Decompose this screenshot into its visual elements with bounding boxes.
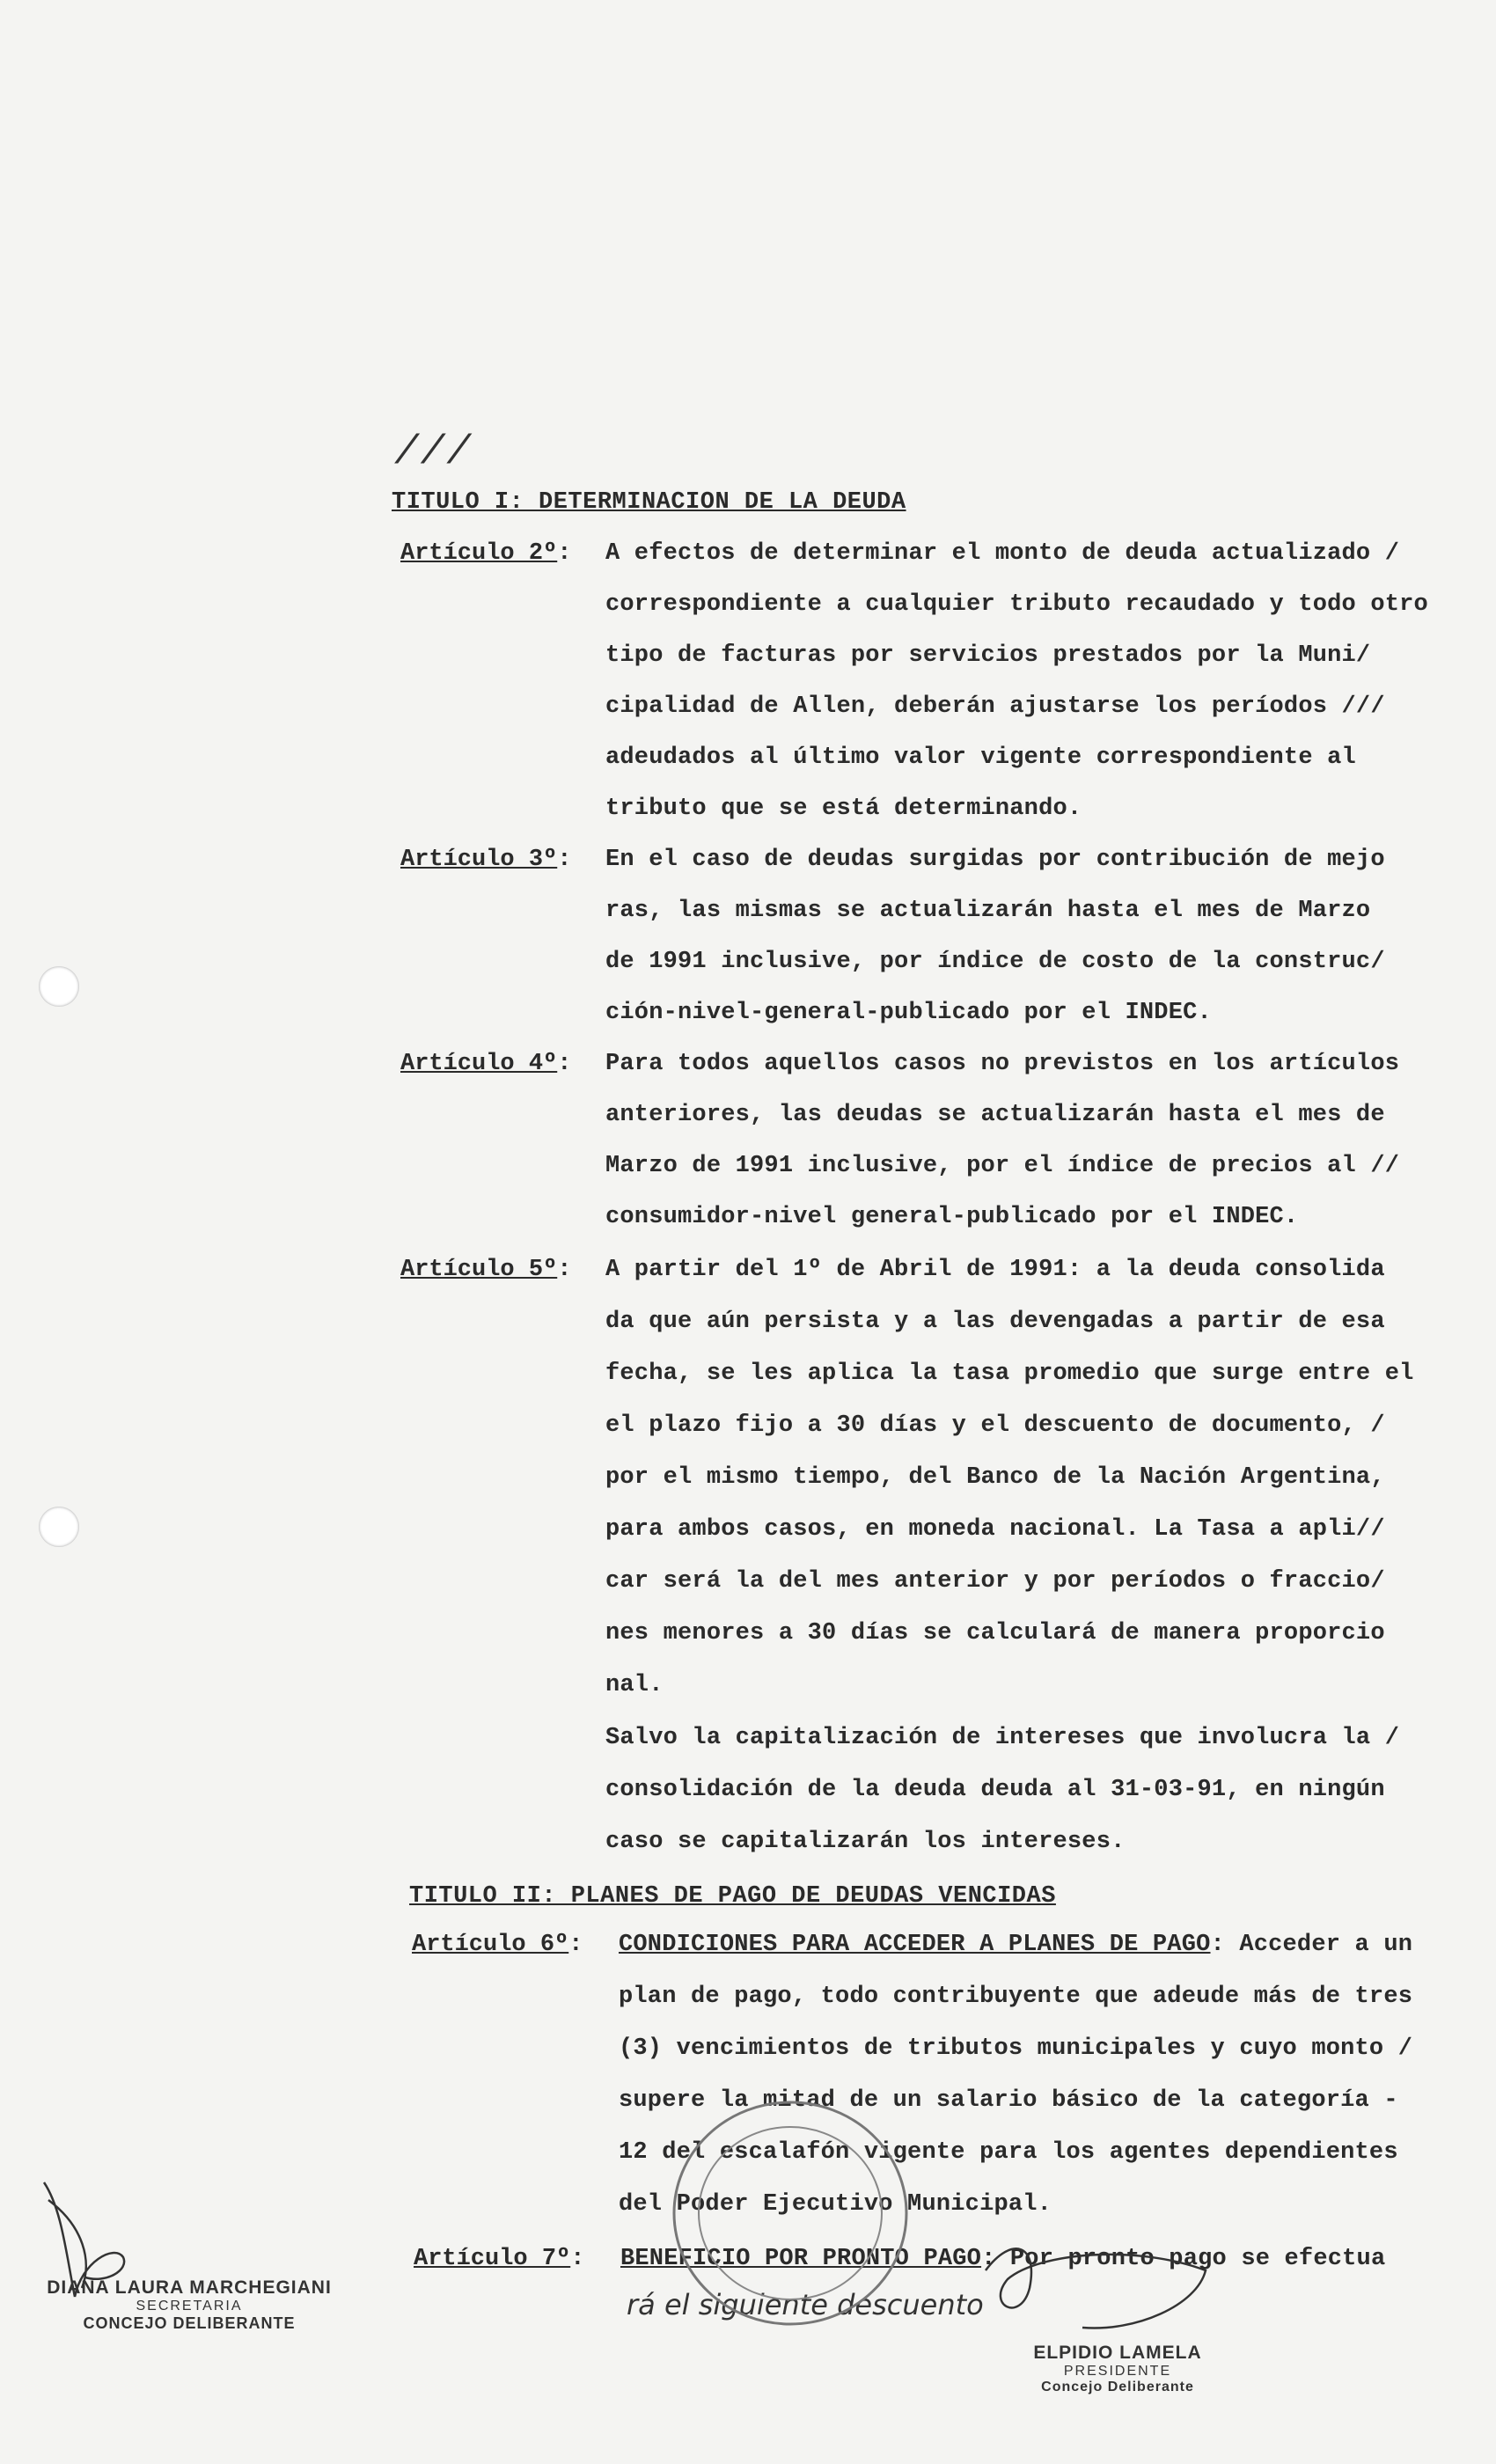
article-2-line: correspondiente a cualquier tributo recaudado y todo otro [605,591,1428,618]
article-3-line: ción-nivel-general-publicado por el INDEC. [605,1000,1212,1026]
article-4-line: Marzo de 1991 inclusive, por el índice de precios al // [605,1153,1400,1179]
article-4-label: Artículo 4º: [400,1051,572,1077]
article-2-line: cipalidad de Allen, deberán ajustarse los períodos /// [605,693,1385,720]
article-2-label: Artículo 2º: [400,540,572,567]
titulo-2-heading: TITULO II: PLANES DE PAGO DE DEUDAS VENCIDAS [409,1883,1056,1910]
article-6-line: supere la mitad de un salario básico de la categoría - [619,2087,1398,2114]
article-5-line: A partir del 1º de Abril de 1991: a la deuda consolida [605,1257,1385,1283]
article-5-line: para ambos casos, en moneda nacional. La Tasa a apli// [605,1516,1385,1543]
article-5-line: caso se capitalizarán los intereses. [605,1829,1126,1855]
signature-block-left: DIANA LAURA MARCHEGIANI SECRETARIA CONCEJO DELIBERANTE [47,2277,332,2332]
article-5-line: da que aún persista y a las devengadas a partir de esa [605,1309,1385,1335]
article-6-line: plan de pago, todo contribuyente que adeude más de tres [619,1984,1413,2010]
article-3-line: de 1991 inclusive, por índice de costo de la construc/ [605,949,1385,975]
page-continuation-marker: /// [394,429,473,475]
article-5-line: nes menores a 30 días se calculará de manera proporcio [605,1620,1385,1646]
signature-block-right: ELPIDIO LAMELA PRESIDENTE Concejo Deliberante [1033,2343,1202,2394]
article-4-line: Para todos aquellos casos no previstos en los artículos [605,1051,1400,1077]
article-5-line: Salvo la capitalización de intereses que involucra la / [605,1725,1400,1751]
article-7-heading: BENEFICIO POR PRONTO PAGO [620,2246,982,2272]
article-2-line: tipo de facturas por servicios prestados por la Muni/ [605,642,1371,669]
article-4-line: consumidor-nivel general-publicado por el INDEC. [605,1204,1299,1230]
article-3-line: ras, las mismas se actualizarán hasta el mes de Marzo [605,898,1371,924]
article-6-line: (3) vencimientos de tributos municipales y cuyo monto / [619,2035,1413,2062]
titulo-1-heading: TITULO I: DETERMINACION DE LA DEUDA [392,489,906,516]
article-7-line: BENEFICIO POR PRONTO PAGO: Por pronto pago se efectua [620,2246,1386,2272]
article-2-line: adeudados al último valor vigente correspondiente al [605,744,1356,771]
article-5-line: fecha, se les aplica la tasa promedio que surge entre el [605,1360,1414,1387]
article-7-label: Artículo 7º: [414,2246,585,2272]
article-6-label: Artículo 6º: [412,1932,583,1958]
article-5-line: por el mismo tiempo, del Banco de la Nación Argentina, [605,1464,1385,1491]
article-6-line: 12 del escalafón vigente para los agentes dependientes [619,2139,1398,2166]
article-3-label: Artículo 3º: [400,847,572,873]
article-3-line: En el caso de deudas surgidas por contribución de mejo [605,847,1385,873]
handwritten-note: rá el siguiente descuento [627,2288,984,2321]
punch-hole-bottom [39,1507,79,1547]
article-6-line: CONDICIONES PARA ACCEDER A PLANES DE PAGO: Acceder a un [619,1932,1413,1958]
article-5-line: car será la del mes anterior y por períodos o fraccio/ [605,1568,1385,1595]
article-4-line: anteriores, las deudas se actualizarán hasta el mes de [605,1102,1385,1128]
article-5-label: Artículo 5º: [400,1257,572,1283]
municipal-seal-stamp [667,2090,913,2336]
article-5-line: consolidación de la deuda deuda al 31-03-91, en ningún [605,1777,1385,1803]
article-6-heading: CONDICIONES PARA ACCEDER A PLANES DE PAGO [619,1932,1211,1958]
signature-scribble-right [959,2218,1223,2341]
article-2-line: tributo que se está determinando. [605,796,1082,822]
article-5-line: nal. [605,1672,664,1698]
article-2-line: A efectos de determinar el monto de deuda actualizado / [605,540,1400,567]
article-6-line: del Poder Ejecutivo Municipal. [619,2191,1052,2218]
punch-hole-top [39,966,79,1007]
article-5-line: el plazo fijo a 30 días y el descuento de documento, / [605,1412,1385,1439]
